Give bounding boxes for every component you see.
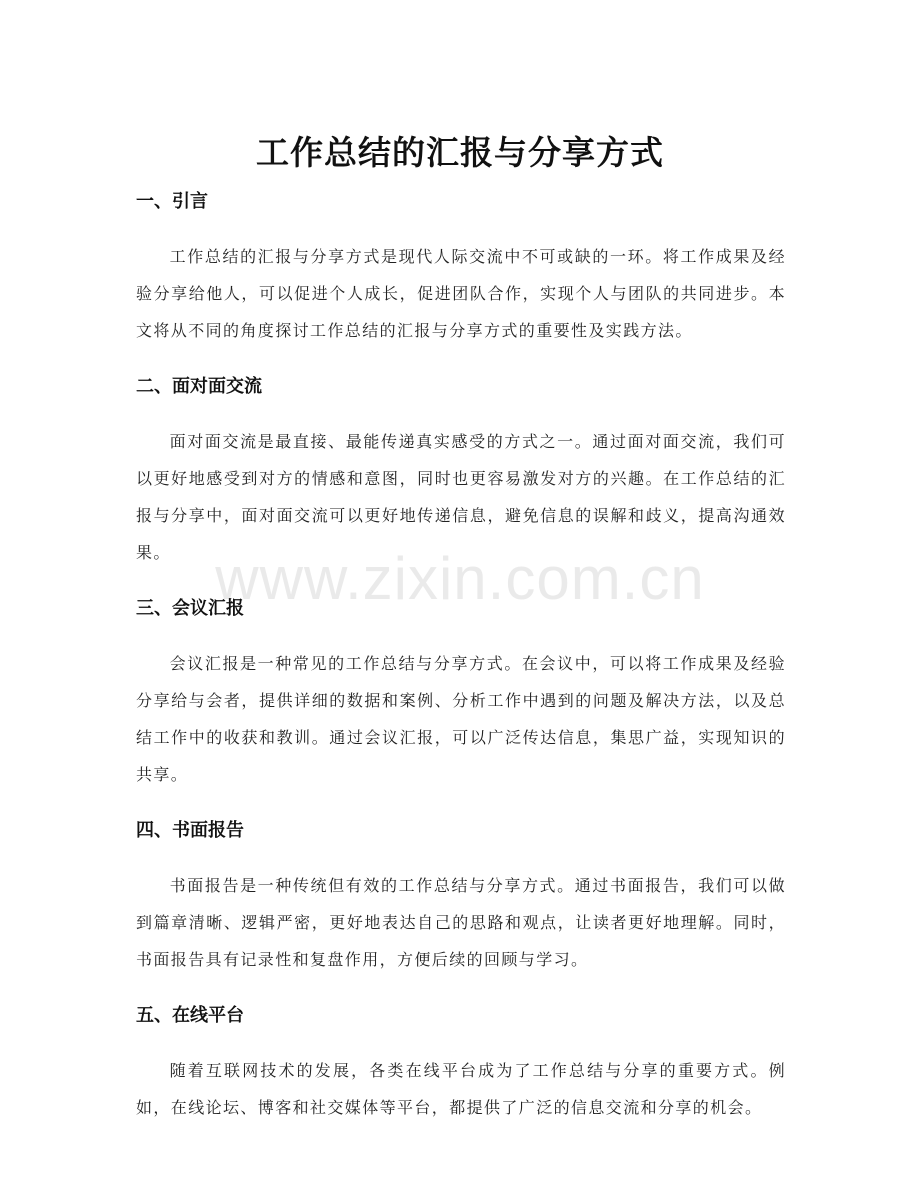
section-heading: 四、书面报告 — [136, 820, 244, 841]
section-paragraph: 工作总结的汇报与分享方式是现代人际交流中不可或缺的一环。将工作成果及经验分享给他人，可以促进个人成长，促进团队合作，实现个人与团队的共同进步。本文将从不同的角度探讨工作总结的汇报与分享方式的重要性及实践方法。 — [136, 247, 786, 340]
section-heading: 一、引言 — [136, 191, 208, 212]
section-paragraph: 随着互联网技术的发展，各类在线平台成为了工作总结与分享的重要方式。例如，在线论坛、博客和社交媒体等平台，都提供了广泛的信息交流和分享的机会。 — [136, 1061, 786, 1117]
section-heading: 五、在线平台 — [136, 1005, 244, 1026]
section-introduction — [136, 184, 786, 369]
section-paragraph: 会议汇报是一种常见的工作总结与分享方式。在会议中，可以将工作成果及经验分享给与会者，提供详细的数据和案例、分析工作中遇到的问题及解决方法，以及总结工作中的收获和教训。通过会议汇报，可以广泛传达信息，集思广益，实现知识的共享。 — [136, 654, 786, 784]
section-meeting-report — [136, 591, 786, 813]
document-title: 工作总结的汇报与分享方式 — [256, 133, 664, 173]
section-heading: 三、会议汇报 — [136, 598, 244, 619]
section-online-platform — [136, 998, 786, 1126]
watermark: www.zixin.com.cn — [215, 545, 705, 612]
document-content — [136, 184, 786, 1126]
section-paragraph: 面对面交流是最直接、最能传递真实感受的方式之一。通过面对面交流，我们可以更好地感受到对方的情感和意图，同时也更容易激发对方的兴趣。在工作总结的汇报与分享中，面对面交流可以更好地传递信息，避免信息的误解和歧义，提高沟通效果。 — [136, 432, 786, 562]
section-heading: 二、面对面交流 — [136, 376, 262, 397]
section-paragraph: 书面报告是一种传统但有效的工作总结与分享方式。通过书面报告，我们可以做到篇章清晰、逻辑严密，更好地表达自己的思路和观点，让读者更好地理解。同时，书面报告具有记录性和复盘作用，方便后续的回顾与学习。 — [136, 876, 786, 969]
section-written-report — [136, 813, 786, 998]
section-face-to-face — [136, 369, 786, 591]
